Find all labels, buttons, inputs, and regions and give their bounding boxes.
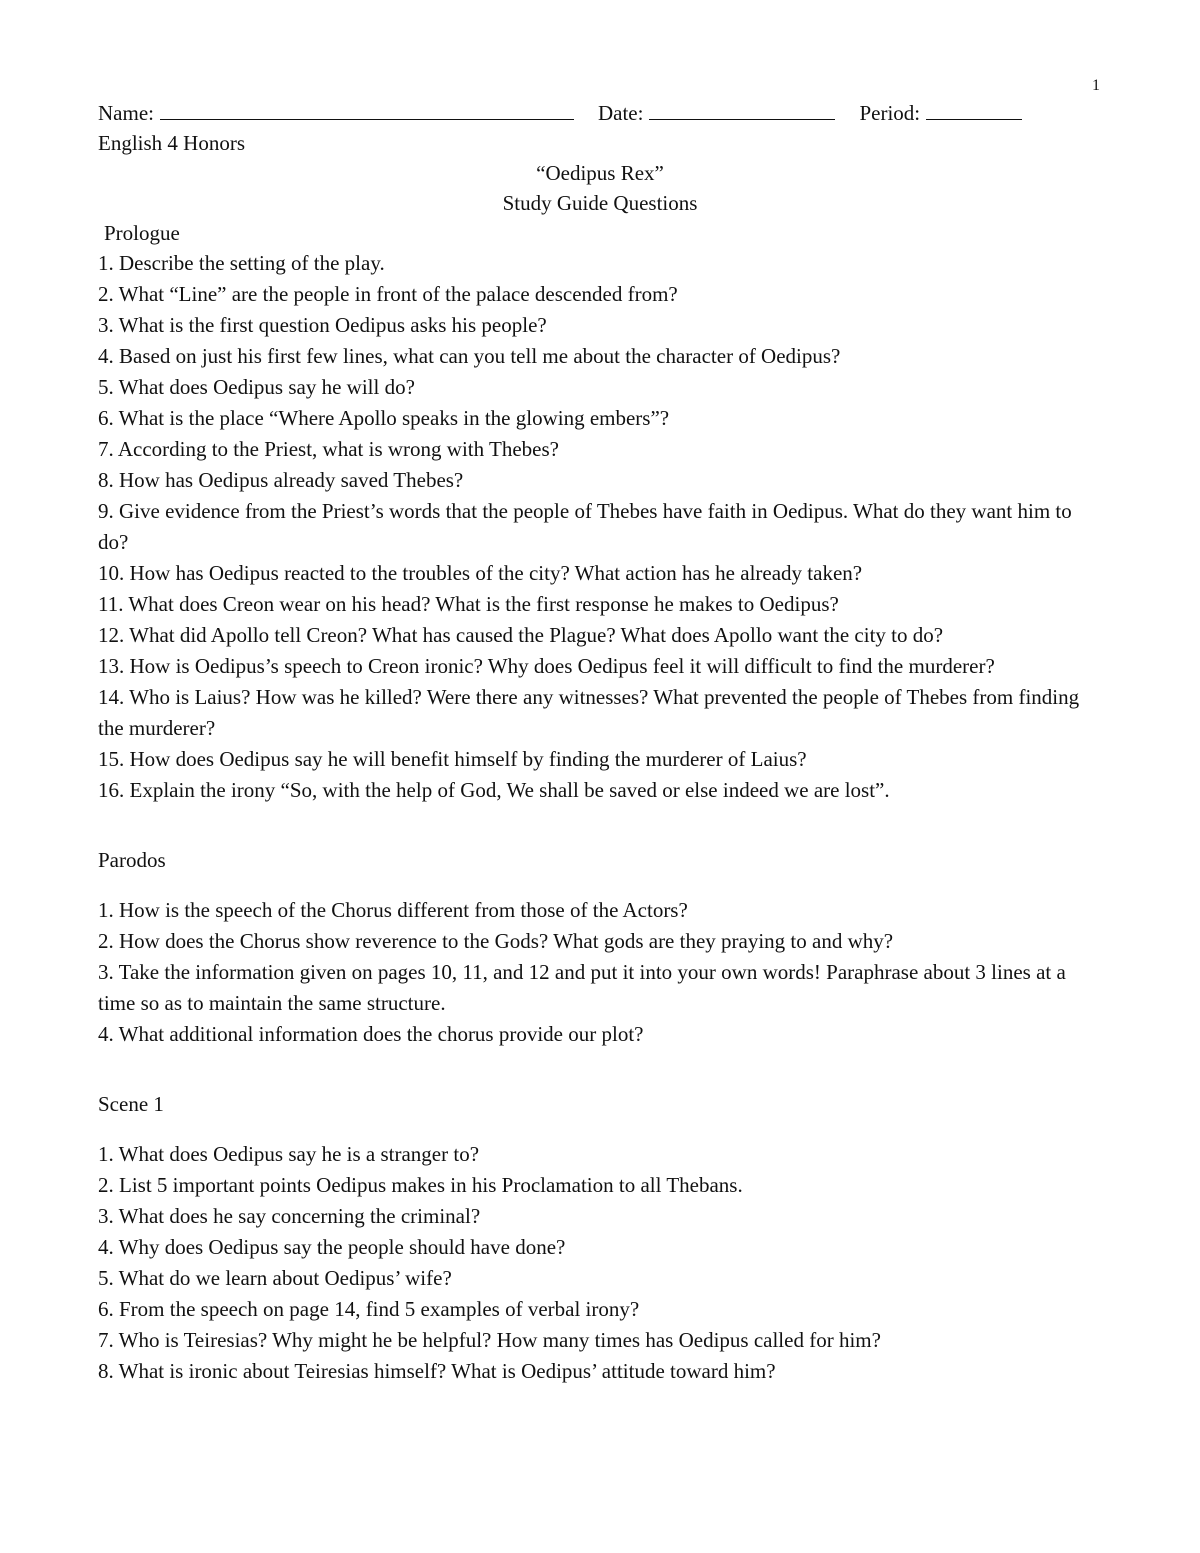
question-item: 2. What “Line” are the people in front of the palace descended from? (98, 282, 678, 306)
course-name: English 4 Honors (98, 131, 245, 155)
section-scene-1 (98, 1090, 1102, 1387)
section-parodos (98, 846, 1102, 1050)
question-item: 16. Explain the irony “So, with the help of God, We shall be saved or else indeed we are lost”. (98, 778, 890, 802)
question-item: 5. What does Oedipus say he will do? (98, 375, 415, 399)
date-blank[interactable] (649, 99, 835, 120)
document-body (98, 98, 1102, 1387)
document-subtitle: Study Guide Questions (502, 191, 698, 215)
section-heading: Scene 1 (98, 1092, 164, 1116)
question-item: 8. What is ironic about Teiresias himself? What is Oedipus’ attitude toward him? (98, 1359, 776, 1383)
question-item: 9. Give evidence from the Priest’s words that the people of Thebes have faith in Oedipus. What do they want him to do? (98, 499, 1072, 554)
question-item: 14. Who is Laius? How was he killed? Were there any witnesses? What prevented the people of Thebes from finding the murderer? (98, 685, 1080, 740)
question-item: 10. How has Oedipus reacted to the troubles of the city? What action has he already taken? (98, 561, 863, 585)
question-item: 4. What additional information does the chorus provide our plot? (98, 1022, 644, 1046)
section-gap (98, 806, 1102, 846)
document-title: “Oedipus Rex” (536, 161, 664, 185)
date-label: Date: (597, 101, 644, 125)
heading-gap (98, 1119, 1102, 1139)
question-item: 7. According to the Priest, what is wrong with Thebes? (98, 437, 559, 461)
question-item: 11. What does Creon wear on his head? What is the first response he makes to Oedipus? (98, 592, 839, 616)
question-item: 6. From the speech on page 14, find 5 examples of verbal irony? (98, 1297, 640, 1321)
question-item: 8. How has Oedipus already saved Thebes? (98, 468, 464, 492)
period-label: Period: (859, 101, 921, 125)
section-heading: Parodos (98, 848, 166, 872)
question-item: 2. How does the Chorus show reverence to the Gods? What gods are they praying to and why? (98, 929, 894, 953)
question-item: 4. Why does Oedipus say the people should have done? (98, 1235, 566, 1259)
question-item: 1. What does Oedipus say he is a stranger to? (98, 1142, 480, 1166)
section-heading: Prologue (104, 221, 180, 245)
question-list (98, 895, 1102, 1050)
question-item: 7. Who is Teiresias? Why might he be helpful? How many times has Oedipus called for him? (98, 1328, 881, 1352)
question-item: 13. How is Oedipus’s speech to Creon ironic? Why does Oedipus feel it will difficult to find the murderer? (98, 654, 995, 678)
name-blank[interactable] (160, 99, 574, 120)
period-blank[interactable] (926, 99, 1022, 120)
question-item: 3. Take the information given on pages 10, 11, and 12 and put it into your own words! Paraphrase about 3 lines at a time so as to maintain the same structure. (98, 960, 1066, 1015)
question-item: 12. What did Apollo tell Creon? What has caused the Plague? What does Apollo want the city to do? (98, 623, 944, 647)
question-item: 4. Based on just his first few lines, what can you tell me about the character of Oedipus? (98, 344, 841, 368)
section-prologue (98, 219, 1102, 806)
question-item: 2. List 5 important points Oedipus makes in his Proclamation to all Thebans. (98, 1173, 743, 1197)
page-number: 1 (1092, 77, 1100, 94)
question-list (98, 248, 1102, 806)
question-item: 15. How does Oedipus say he will benefit himself by finding the murderer of Laius? (98, 747, 807, 771)
section-gap (98, 1050, 1102, 1090)
question-item: 6. What is the place “Where Apollo speaks in the glowing embers”? (98, 406, 670, 430)
question-item: 3. What does he say concerning the criminal? (98, 1204, 481, 1228)
question-item: 3. What is the first question Oedipus asks his people? (98, 313, 547, 337)
question-item: 5. What do we learn about Oedipus’ wife? (98, 1266, 452, 1290)
question-list (98, 1139, 1102, 1387)
question-item: 1. Describe the setting of the play. (98, 251, 385, 275)
question-item: 1. How is the speech of the Chorus different from those of the Actors? (98, 898, 688, 922)
student-info-line (98, 98, 1102, 129)
name-label: Name: (98, 101, 154, 125)
heading-gap (98, 875, 1102, 895)
